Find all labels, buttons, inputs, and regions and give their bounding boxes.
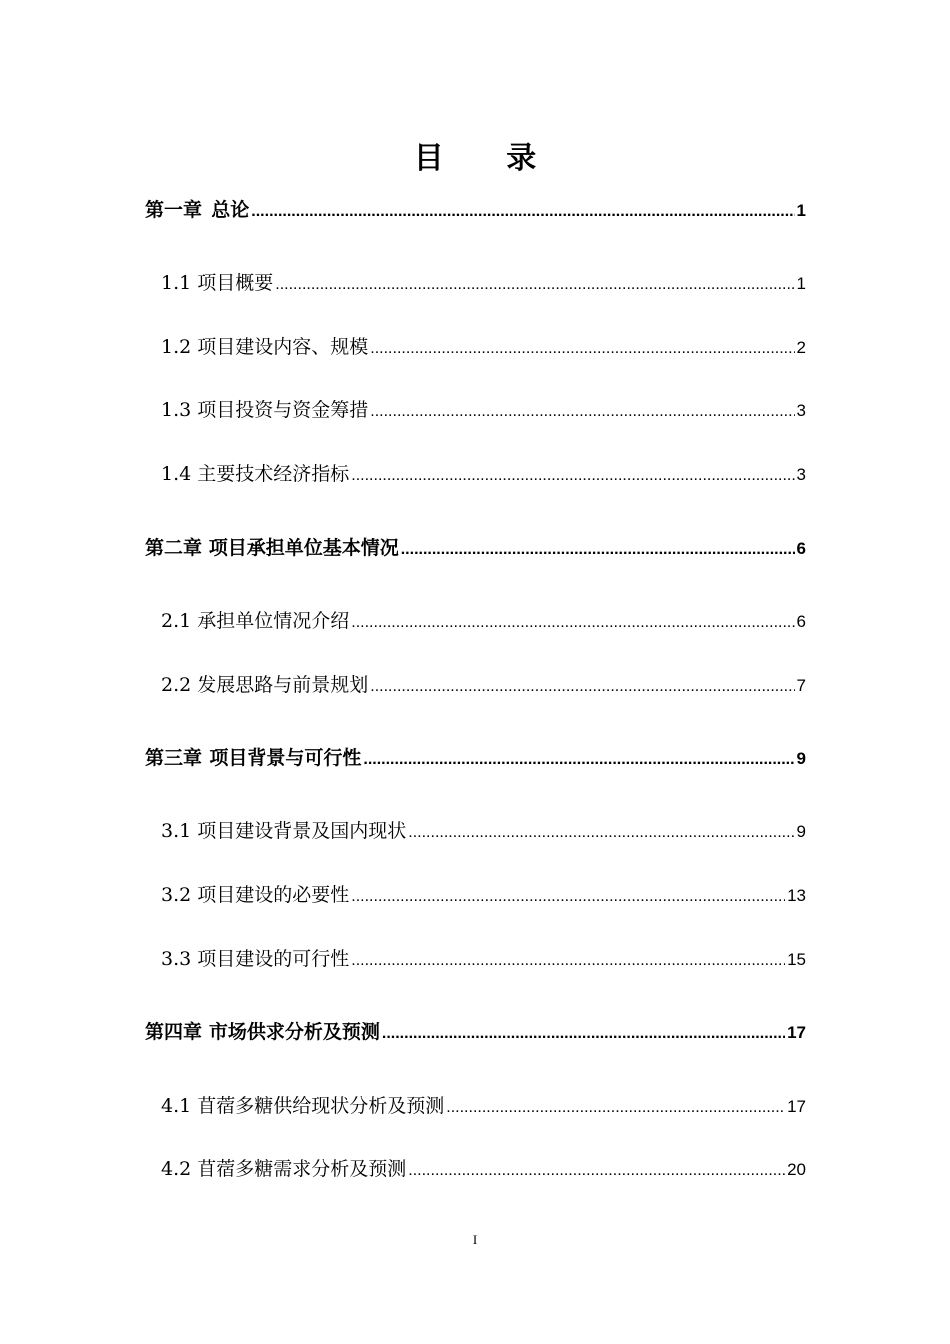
section-label: 4.2 苜蓿多糖需求分析及预测	[161, 1158, 407, 1180]
page-number: 7	[796, 676, 806, 695]
toc-section-3-1[interactable]	[161, 816, 806, 846]
toc-section-2-2[interactable]	[161, 670, 806, 700]
leader-dots	[351, 467, 794, 485]
chapter-number: 第三章	[145, 747, 203, 769]
chapter-title: 项目承担单位基本情况	[208, 537, 399, 559]
leader-dots	[275, 276, 794, 294]
toc-section-2-1[interactable]	[161, 606, 806, 636]
section-label: 2.2 发展思路与前景规划	[161, 674, 369, 696]
page-number: 9	[796, 822, 806, 841]
page-number: 2	[796, 338, 806, 357]
toc-section-1-4[interactable]	[161, 459, 806, 489]
chapter-title: 市场供求分析及预测	[208, 1021, 380, 1043]
section-label: 1.2 项目建设内容、规模	[161, 336, 369, 358]
section-label: 1.1 项目概要	[161, 272, 274, 294]
page-number: 3	[796, 465, 806, 484]
leader-dots	[408, 1162, 785, 1180]
section-label: 1.4 主要技术经济指标	[161, 463, 350, 485]
page-number: 20	[787, 1160, 806, 1179]
toc-chapter-4[interactable]	[145, 1017, 806, 1047]
chapter-number: 第二章	[145, 537, 203, 559]
toc-chapter-3[interactable]	[145, 743, 806, 773]
leader-dots	[370, 678, 794, 696]
page-number: 1	[796, 274, 806, 293]
chapter-title: 总论	[211, 199, 250, 221]
toc-section-3-2[interactable]	[161, 880, 806, 910]
page-number: 17	[787, 1023, 806, 1042]
section-label: 3.1 项目建设背景及国内现状	[161, 820, 407, 842]
page-number: 3	[796, 401, 806, 420]
leader-dots	[382, 1025, 785, 1043]
leader-dots	[401, 541, 795, 559]
page-number: 15	[787, 950, 806, 969]
leader-dots	[370, 340, 794, 358]
toc-section-4-2[interactable]	[161, 1154, 806, 1184]
chapter-title: 项目背景与可行性	[209, 747, 362, 769]
page-number: 6	[796, 539, 806, 558]
toc-chapter-2[interactable]	[145, 533, 806, 563]
page-number: 9	[796, 749, 806, 768]
page-number: 6	[796, 612, 806, 631]
section-label: 2.1 承担单位情况介绍	[161, 610, 350, 632]
section-label: 3.3 项目建设的可行性	[161, 948, 350, 970]
leader-dots	[408, 824, 794, 842]
page-number: 1	[796, 201, 806, 220]
page-number: 17	[787, 1097, 806, 1116]
toc-chapter-1[interactable]	[145, 195, 806, 225]
page-number: 13	[787, 886, 806, 905]
section-label: 4.1 苜蓿多糖供给现状分析及预测	[161, 1095, 445, 1117]
toc-section-3-3[interactable]	[161, 944, 806, 974]
toc-section-1-2[interactable]	[161, 332, 806, 362]
toc-section-1-3[interactable]	[161, 395, 806, 425]
chapter-number: 第一章	[145, 199, 203, 221]
footer-page-number: I	[472, 1232, 478, 1247]
toc-section-4-1[interactable]	[161, 1091, 806, 1121]
leader-dots	[370, 403, 794, 421]
leader-dots	[251, 203, 794, 221]
leader-dots	[363, 751, 794, 769]
section-label: 1.3 项目投资与资金筹措	[161, 399, 369, 421]
section-label: 3.2 项目建设的必要性	[161, 884, 350, 906]
toc-section-1-1[interactable]	[161, 268, 806, 298]
leader-dots	[351, 952, 785, 970]
leader-dots	[446, 1099, 785, 1117]
leader-dots	[351, 888, 785, 906]
leader-dots	[351, 614, 794, 632]
chapter-number: 第四章	[145, 1021, 203, 1043]
toc-title: 目 录	[413, 141, 563, 176]
